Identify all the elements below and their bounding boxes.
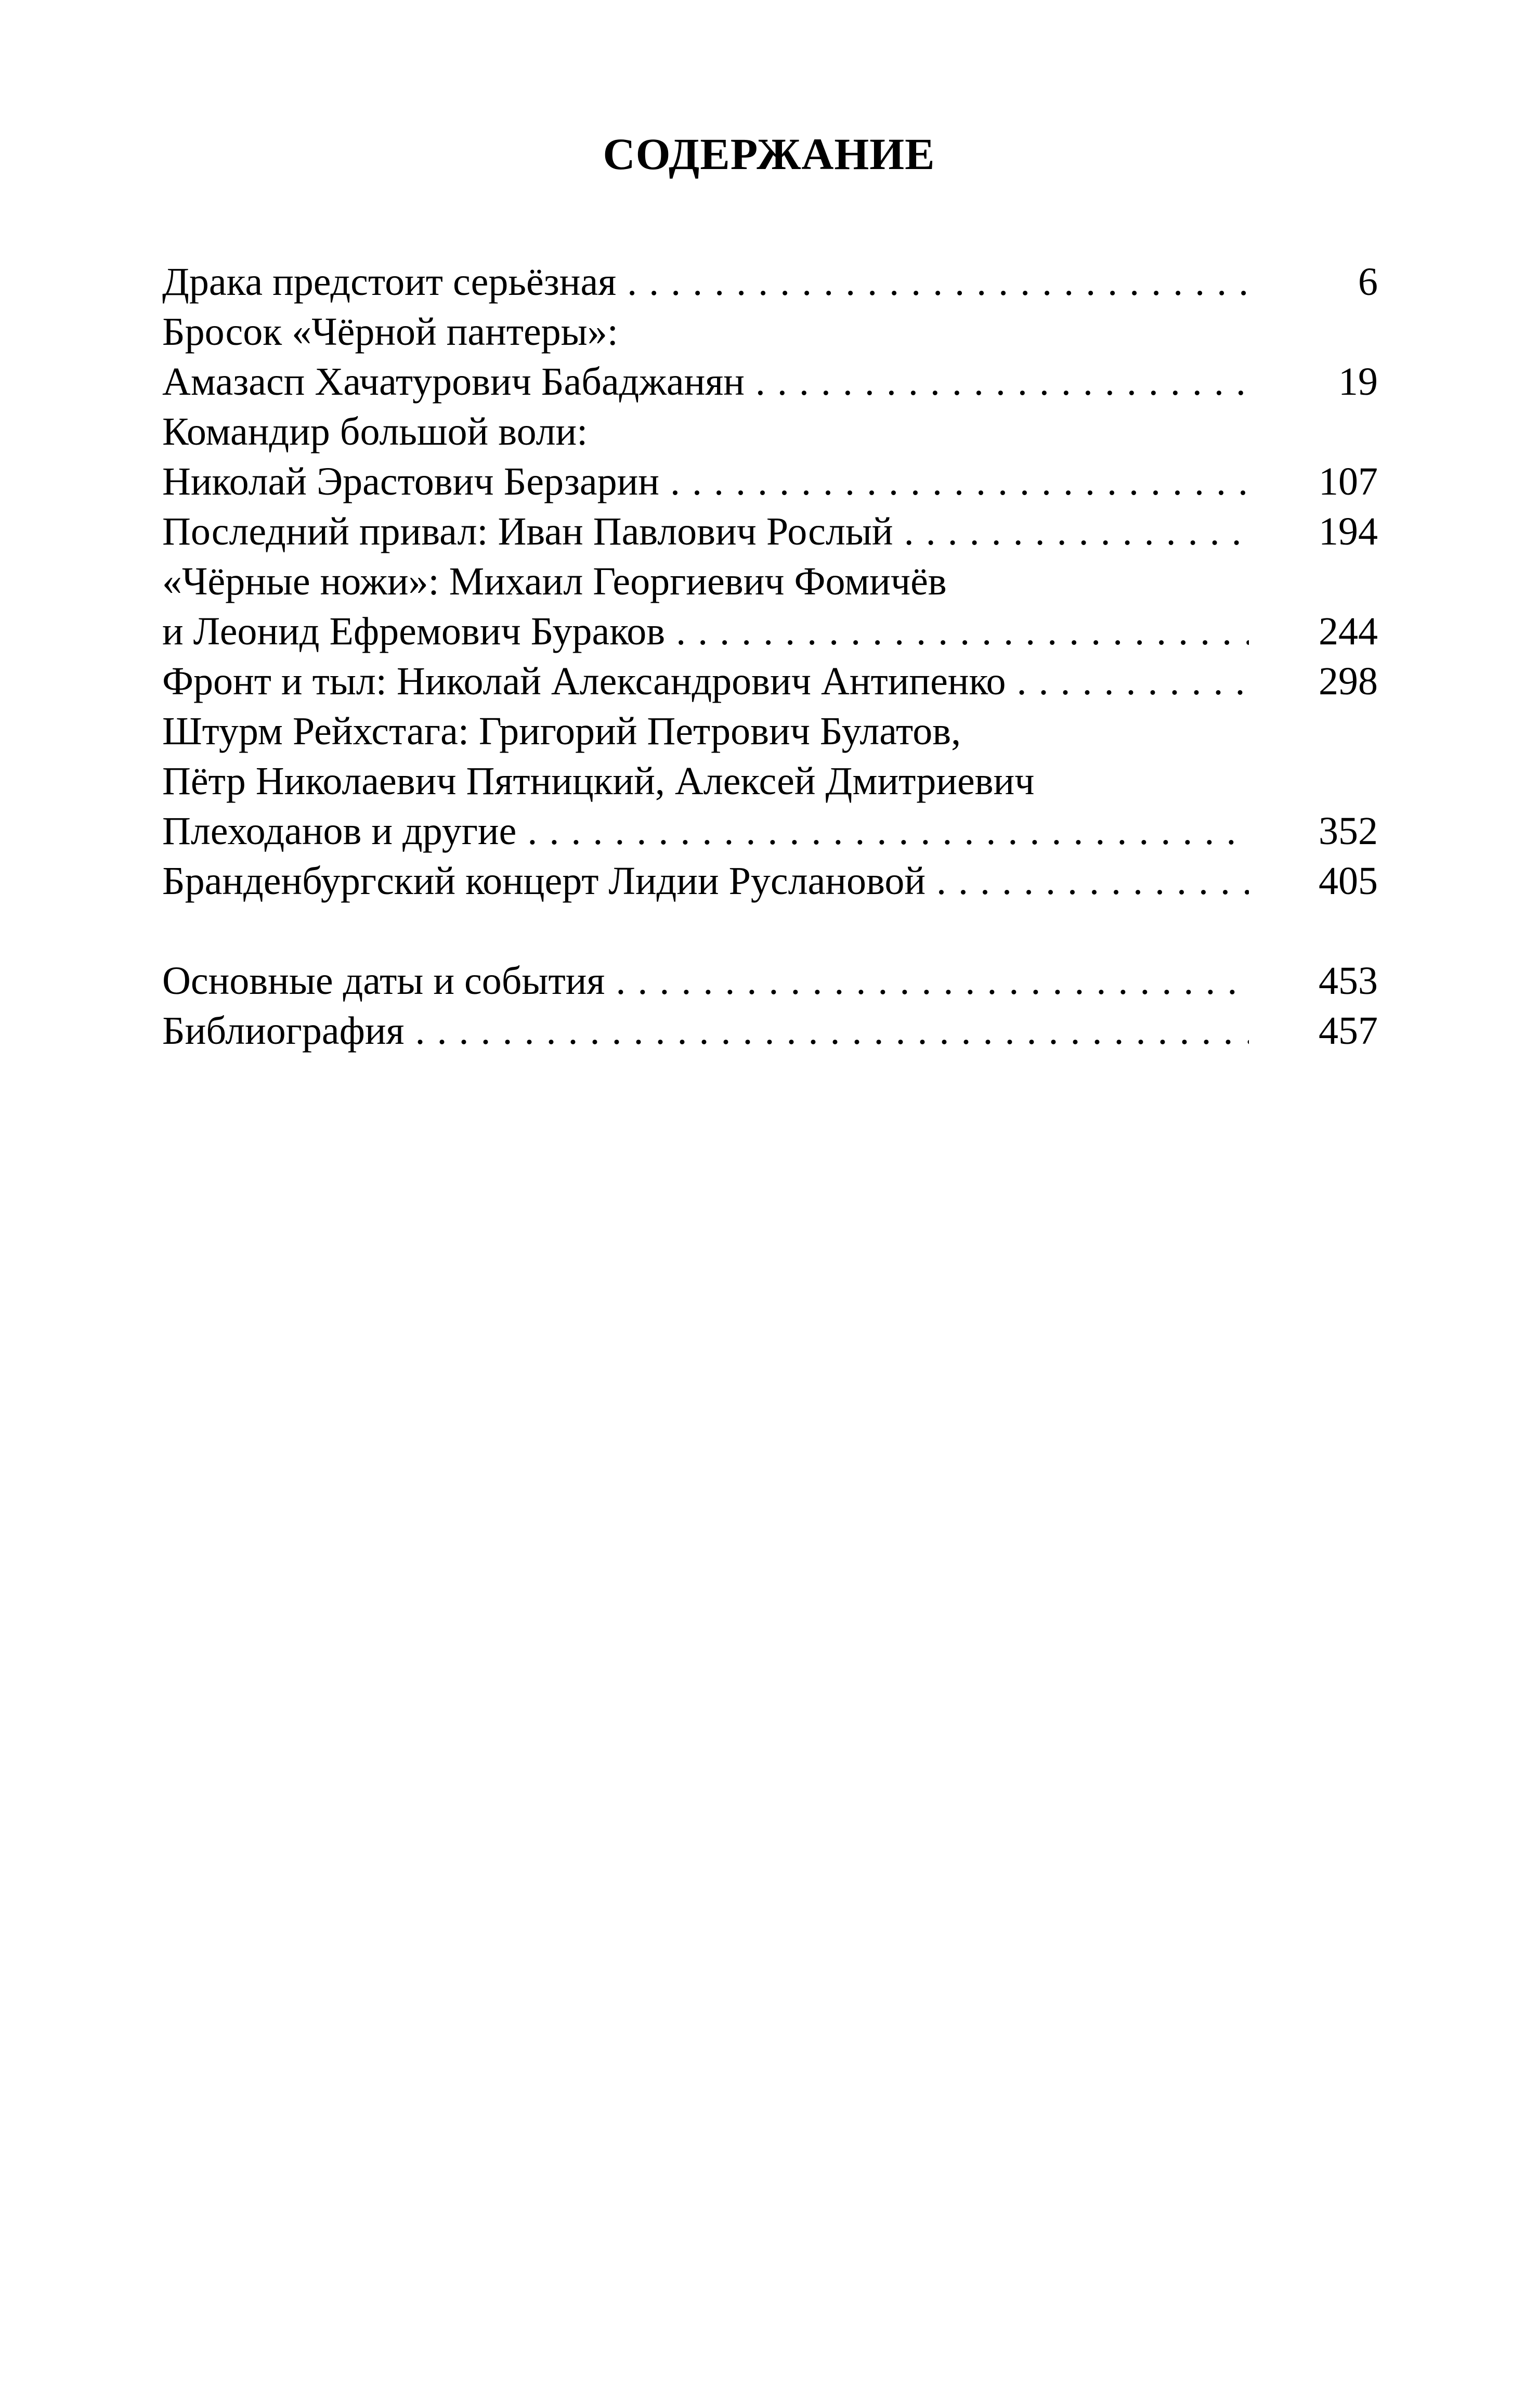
toc-line [162, 656, 1378, 706]
toc-page-number: 19 [1274, 357, 1378, 407]
toc-page-number: 6 [1274, 257, 1378, 307]
toc-entry[interactable] [162, 706, 1378, 856]
toc-entry[interactable] [162, 956, 1378, 1006]
toc-entry[interactable] [162, 257, 1378, 307]
toc-entry-title: Бранденбургский концерт Лидии Руслановой . . . [162, 856, 1249, 906]
toc-entry-title: Командир большой воли: [162, 410, 588, 454]
toc-entry-title: Штурм Рейхстага: Григорий Петрович Булатов, [162, 709, 961, 753]
toc-line [162, 407, 1378, 457]
toc-page-number: 405 [1274, 856, 1378, 906]
toc-line [162, 756, 1378, 806]
toc-line [162, 956, 1378, 1006]
toc-page-number: 244 [1274, 606, 1378, 656]
toc-page-number: 107 [1274, 457, 1378, 507]
toc-entry[interactable] [162, 556, 1378, 656]
toc-page-number: 194 [1274, 507, 1378, 556]
toc-line [162, 257, 1378, 307]
toc-line [162, 806, 1378, 856]
toc-line [162, 357, 1378, 407]
toc-line [162, 556, 1378, 606]
toc-page-number: 298 [1274, 656, 1378, 706]
toc-entry-title: Плеходанов и другие . . . [162, 806, 1249, 856]
toc-page-number: 453 [1274, 956, 1378, 1006]
toc-entry-title: Последний привал: Иван Павлович Рослый . . . [162, 507, 1249, 556]
toc-entry-title: «Чёрные ножи»: Михаил Георгиевич Фомичёв [162, 560, 947, 603]
table-of-contents [162, 257, 1378, 1056]
toc-entry-title: Драка предстоит серьёзная . . . [162, 257, 1249, 307]
toc-page-number: 457 [1274, 1006, 1378, 1056]
toc-entry-title: Бросок «Чёрной пантеры»: [162, 310, 618, 354]
section-spacer [162, 906, 1378, 956]
toc-entry[interactable] [162, 307, 1378, 407]
toc-entry[interactable] [162, 407, 1378, 507]
page-title: СОДЕРЖАНИЕ [603, 129, 935, 179]
toc-entry[interactable] [162, 507, 1378, 556]
toc-entry-title: Библиография . . . [162, 1006, 1249, 1056]
toc-entry-title: Амазасп Хачатурович Бабаджанян . . . [162, 357, 1249, 407]
toc-line [162, 706, 1378, 756]
toc-line [162, 606, 1378, 656]
toc-entry-title: Фронт и тыл: Николай Александрович Антипенко . . . [162, 656, 1249, 706]
toc-line [162, 507, 1378, 556]
toc-entry-title: Николай Эрастович Берзарин . . . [162, 457, 1249, 507]
toc-entry-title: Основные даты и события . . . [162, 956, 1249, 1006]
toc-entry[interactable] [162, 1006, 1378, 1056]
toc-entry-title: Пётр Николаевич Пятницкий, Алексей Дмитриевич [162, 759, 1035, 803]
toc-page-number: 352 [1274, 806, 1378, 856]
toc-line [162, 457, 1378, 507]
toc-entry[interactable] [162, 656, 1378, 706]
toc-entry-title: и Леонид Ефремович Бураков . . . [162, 606, 1249, 656]
toc-line [162, 1006, 1378, 1056]
toc-entry[interactable] [162, 856, 1378, 906]
toc-line [162, 856, 1378, 906]
toc-line [162, 307, 1378, 357]
